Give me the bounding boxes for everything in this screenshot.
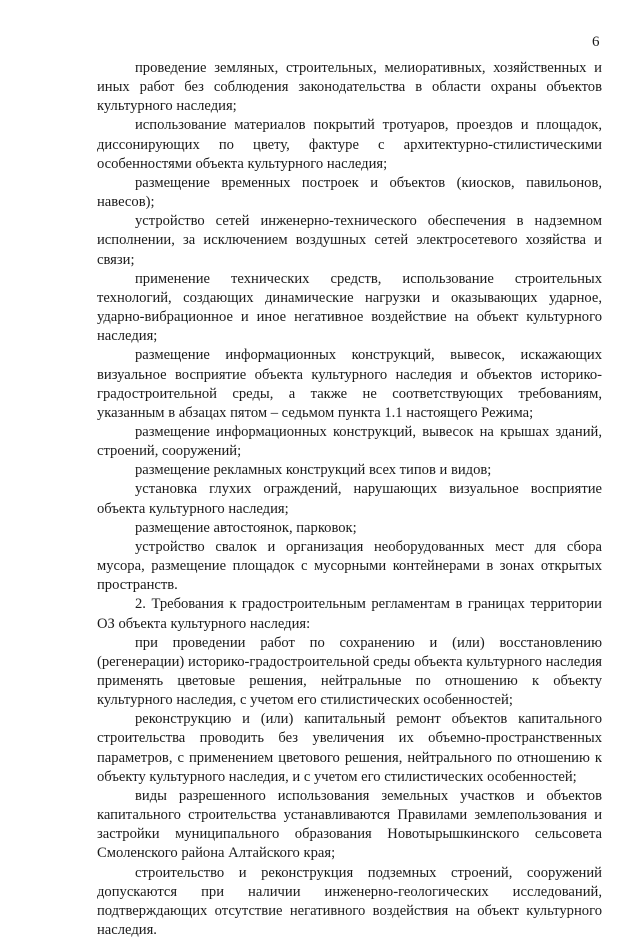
paragraph: использование материалов покрытий тротуаров, проездов и площадок, диссонирующих по цвету, фактуре с архитектурно-стилистическими особенностями объекта культурного наследия; [97, 117, 602, 172]
paragraph: проведение земляных, строительных, мелиоративных, хозяйственных и иных работ без соблюдения законодательства в области охраны объектов культурного наследия; [97, 60, 602, 115]
paragraph: устройство сетей инженерно-технического обеспечения в надземном исполнении, за исключением воздушных сетей электросетевого хозяйства и связи; [97, 213, 602, 268]
page-number: 6 [592, 34, 600, 50]
paragraph: размещение автостоянок, парковок; [135, 519, 357, 536]
paragraph: размещение временных построек и объектов (киосков, павильонов, навесов); [97, 174, 602, 211]
paragraph: применение технических средств, использование строительных технологий, создающих динамические нагрузки и оказывающих ударное, ударно-вибрационное и иное негативное воздействие на объект культурного наследия; [97, 270, 602, 345]
document-body [97, 59, 602, 940]
paragraph: размещение информационных конструкций, вывесок на крышах зданий, строений, сооружений; [97, 423, 602, 460]
paragraph: размещение рекламных конструкций всех типов и видов; [135, 462, 492, 479]
paragraph: виды разрешенного использования земельных участков и объектов капитального строительства устанавливаются Правилами землепользования и застройки муниципального образования Новотырышкинского сельсовета Смоленского района Алтайского края; [97, 787, 602, 862]
paragraph: строительство и реконструкция подземных строений, сооружений допускаются при наличии инженерно-геологических исследований, подтверждающих отсутствие негативного воздействия на объект культурного наследия. [97, 864, 602, 939]
paragraph: установка глухих ограждений, нарушающих визуальное восприятие объекта культурного наследия; [97, 481, 602, 517]
paragraph: реконструкцию и (или) капитальный ремонт объектов капитального строительства проводить без увеличения их объемно-пространственных параметров, с применением цветового решения, нейтрального по отношению к объекту культурного наследия, и с учетом его стилистических особенностей; [97, 711, 602, 785]
paragraph: при проведении работ по сохранению и (или) восстановлению (регенерации) историко-градостроительной среды объекта культурного наследия применять цветовые решения, нейтральные по отношению к объекту культурного наследия, с учетом его стилистических особенностей; [97, 634, 602, 709]
paragraph: устройство свалок и организация необорудованных мест для сбора мусора, размещение площадок с мусорными контейнерами в зонах открытых пространств. [97, 538, 602, 594]
section-heading-paragraph: 2. Требования к градостроительным регламентам в границах территории ОЗ объекта культурного наследия: [97, 596, 602, 632]
paragraph: размещение информационных конструкций, вывесок, искажающих визуальное восприятие объекта культурного наследия и объектов историко-градостроительной среды, а также не соответствующих требованиям, указанным в абзацах пятом – седьмом пункта 1.1 настоящего Режима; [97, 347, 602, 421]
